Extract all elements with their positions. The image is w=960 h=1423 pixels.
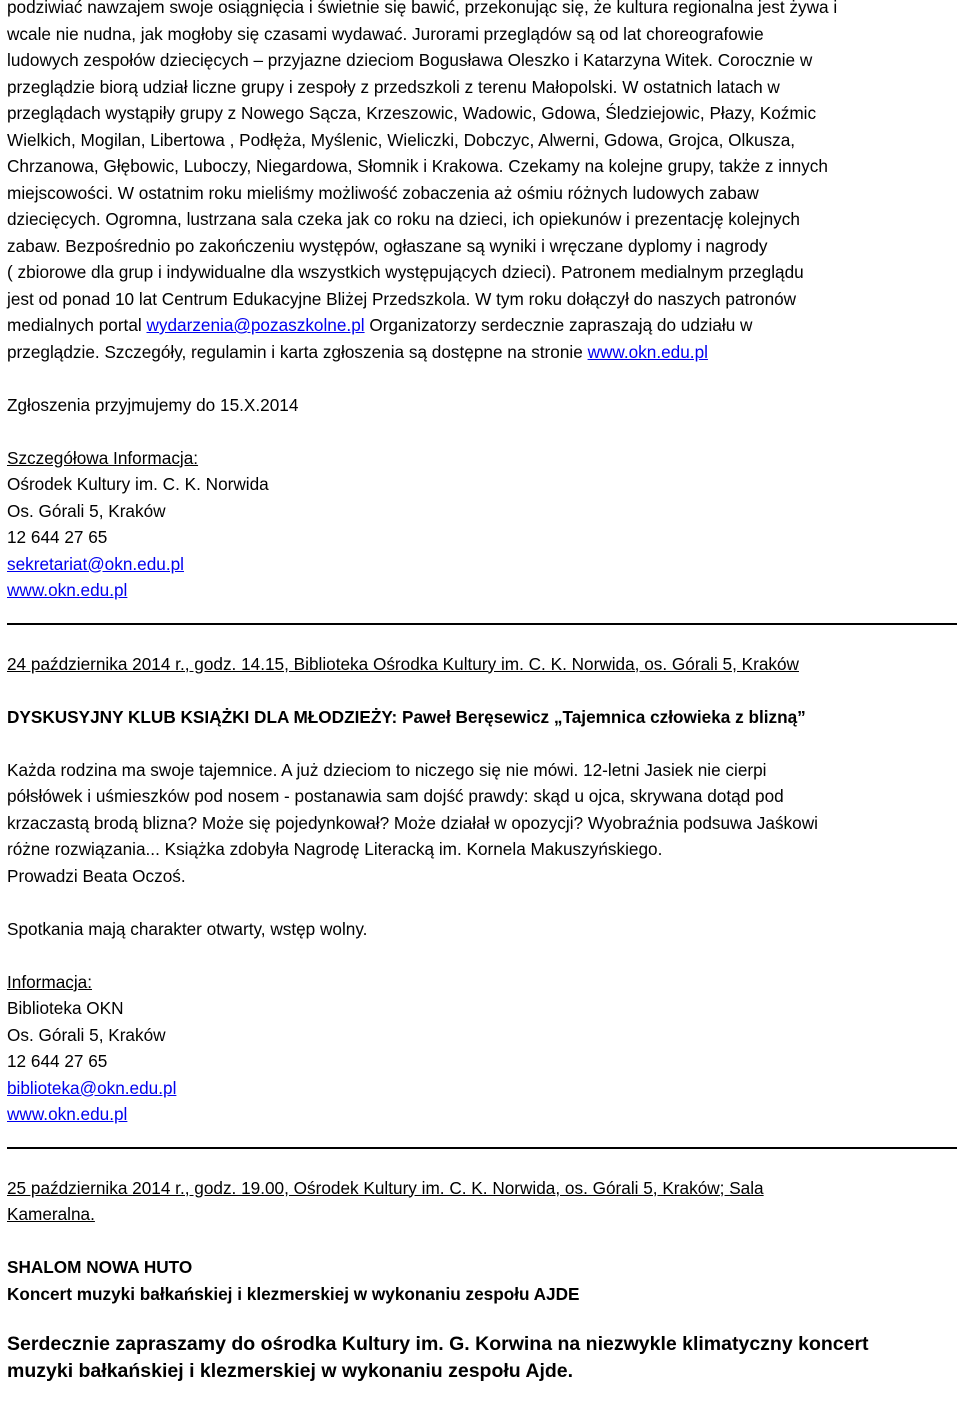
contact-name: Ośrodek Kultury im. C. K. Norwida bbox=[7, 474, 269, 494]
contact-website-link[interactable]: www.okn.edu.pl bbox=[7, 1104, 128, 1124]
website-link[interactable]: www.okn.edu.pl bbox=[587, 341, 708, 362]
event-invitation-line: muzyki bałkańskiej i klezmerskiej w wykonaniu zespołu Ajde. bbox=[7, 1360, 574, 1382]
contact-phone: 12 644 27 65 bbox=[7, 1051, 108, 1071]
text-line: Wielkich, Mogilan, Libertowa , Podłęża, Myślenic, Wieliczki, Dobczyc, Alwerni, Gdowa, Grojca, Olkusza, bbox=[7, 129, 796, 150]
portal-email-link[interactable]: wydarzenia@pozaszkolne.pl bbox=[146, 315, 365, 335]
event-title: DYSKUSYJNY KLUB KSIĄŻKI DLA MŁODZIEŻY: Paweł Beręsewicz „Tajemnica człowieka z blizną” bbox=[7, 706, 806, 727]
contact-block-2 bbox=[7, 969, 960, 1128]
text-line: przeglądzie biorą udział liczne grupy i zespoły z przedszkoli z terenu Małopolski. W ostatnich latach w bbox=[7, 76, 780, 97]
contact-address: Os. Górali 5, Kraków bbox=[7, 1024, 166, 1045]
contact-website-link[interactable]: www.okn.edu.pl bbox=[7, 580, 128, 600]
text-fragment: medialnych portal bbox=[7, 315, 147, 335]
contact-address: Os. Górali 5, Kraków bbox=[7, 500, 166, 521]
contact-email-link[interactable]: biblioteka@okn.edu.pl bbox=[7, 1077, 177, 1098]
event-description-line: półsłówek i uśmieszków pod nosem - postanawia sam dojść prawdy: skąd u ojca, skrywana dotąd pod bbox=[7, 786, 784, 806]
text-line: jest od ponad 10 lat Centrum Edukacyjne Bliżej Przedszkola. W tym roku dołączył do naszych patronów bbox=[7, 288, 797, 309]
event-date-place: Kameralna. bbox=[7, 1204, 95, 1224]
text-line: przeglądach wystąpiły grupy z Nowego Sącza, Krzeszowic, Wadowic, Gdowa, Śledziejowic, Płazy, Koźmic bbox=[7, 103, 817, 123]
text-line: ( zbiorowe dla grup i indywidualne dla wszystkich występujących dzieci). Patronem medialnym przeglądu bbox=[7, 262, 804, 282]
contact-heading: Informacja: bbox=[7, 971, 93, 992]
text-line: zabaw. Bezpośrednio po zakończeniu występów, ogłaszane są wyniki i wręczane dyplomy i nagrody bbox=[7, 235, 768, 256]
intro-paragraph bbox=[7, 0, 960, 365]
text-line: wcale nie nudna, jak mogłoby się czasami wydawać. Jurorami przeglądów są od lat choreografowie bbox=[7, 23, 764, 44]
deadline-text: Zgłoszenia przyjmujemy do 15.X.2014 bbox=[7, 394, 299, 415]
event-description-line: różne rozwiązania... Książka zdobyła Nagrodę Literacką im. Kornela Makuszyńskiego. bbox=[7, 839, 663, 859]
text-line: dziecięcych. Ogromna, lustrzana sala czeka jak co roku na dzieci, ich opiekunów i prezentację kolejnych bbox=[7, 209, 800, 229]
contact-name: Biblioteka OKN bbox=[7, 998, 124, 1018]
text-line bbox=[7, 312, 960, 339]
event-section-3 bbox=[7, 1175, 960, 1386]
text-line: Chrzanowa, Głębowic, Luboczy, Niegardowa, Słomnik i Krakowa. Czekamy na kolejne grupy, także z innych bbox=[7, 156, 828, 176]
text-line: miejscowości. W ostatnim roku mieliśmy możliwość zobaczenia aż ośmiu różnych ludowych zabaw bbox=[7, 182, 759, 203]
event-title: SHALOM NOWA HUTO bbox=[7, 1257, 193, 1277]
event-host: Prowadzi Beata Oczoś. bbox=[7, 865, 186, 886]
contact-block-1 bbox=[7, 445, 960, 604]
text-line: podziwiać nawzajem swoje osiągnięcia i świetnie się bawić, przekonując się, że kultura regionalna jest żywa i bbox=[7, 0, 838, 17]
text-line bbox=[7, 339, 960, 366]
event-section-2 bbox=[7, 651, 960, 969]
text-line: ludowych zespołów dziecięcych – przyjazne dzieciom Bogusława Oleszko i Katarzyna Witek. Corocznie w bbox=[7, 50, 813, 70]
event-date-place: 25 października 2014 r., godz. 19.00, Ośrodek Kultury im. C. K. Norwida, os. Górali 5, Kraków; Sala bbox=[7, 1177, 764, 1198]
text-fragment: Organizatorzy serdecznie zapraszają do udziału w bbox=[364, 315, 753, 335]
contact-email-link[interactable]: sekretariat@okn.edu.pl bbox=[7, 553, 185, 574]
text-fragment: przeglądzie. Szczegóły, regulamin i karta zgłoszenia są dostępne na stronie bbox=[7, 341, 588, 362]
event-note: Spotkania mają charakter otwarty, wstęp wolny. bbox=[7, 918, 368, 939]
event-description-line: Każda rodzina ma swoje tajemnice. A już dzieciom to niczego się nie mówi. 12-letni Jasiek nie cierpi bbox=[7, 759, 767, 780]
contact-heading: Szczegółowa Informacja: bbox=[7, 447, 199, 468]
event-invitation-line: Serdecznie zapraszamy do ośrodka Kultury im. G. Korwina na niezwykle klimatyczny koncert bbox=[7, 1333, 869, 1355]
contact-phone: 12 644 27 65 bbox=[7, 527, 108, 547]
event-subtitle: Koncert muzyki bałkańskiej i klezmerskiej w wykonaniu zespołu AJDE bbox=[7, 1283, 580, 1304]
event-date-place: 24 października 2014 r., godz. 14.15, Biblioteka Ośrodka Kultury im. C. K. Norwida, os. Górali 5, Kraków bbox=[7, 653, 799, 674]
event-description-line: krzaczastą brodą blizna? Może się pojedynkował? Może działał w opozycji? Wyobraźnia podsuwa Jaśkowi bbox=[7, 812, 818, 833]
